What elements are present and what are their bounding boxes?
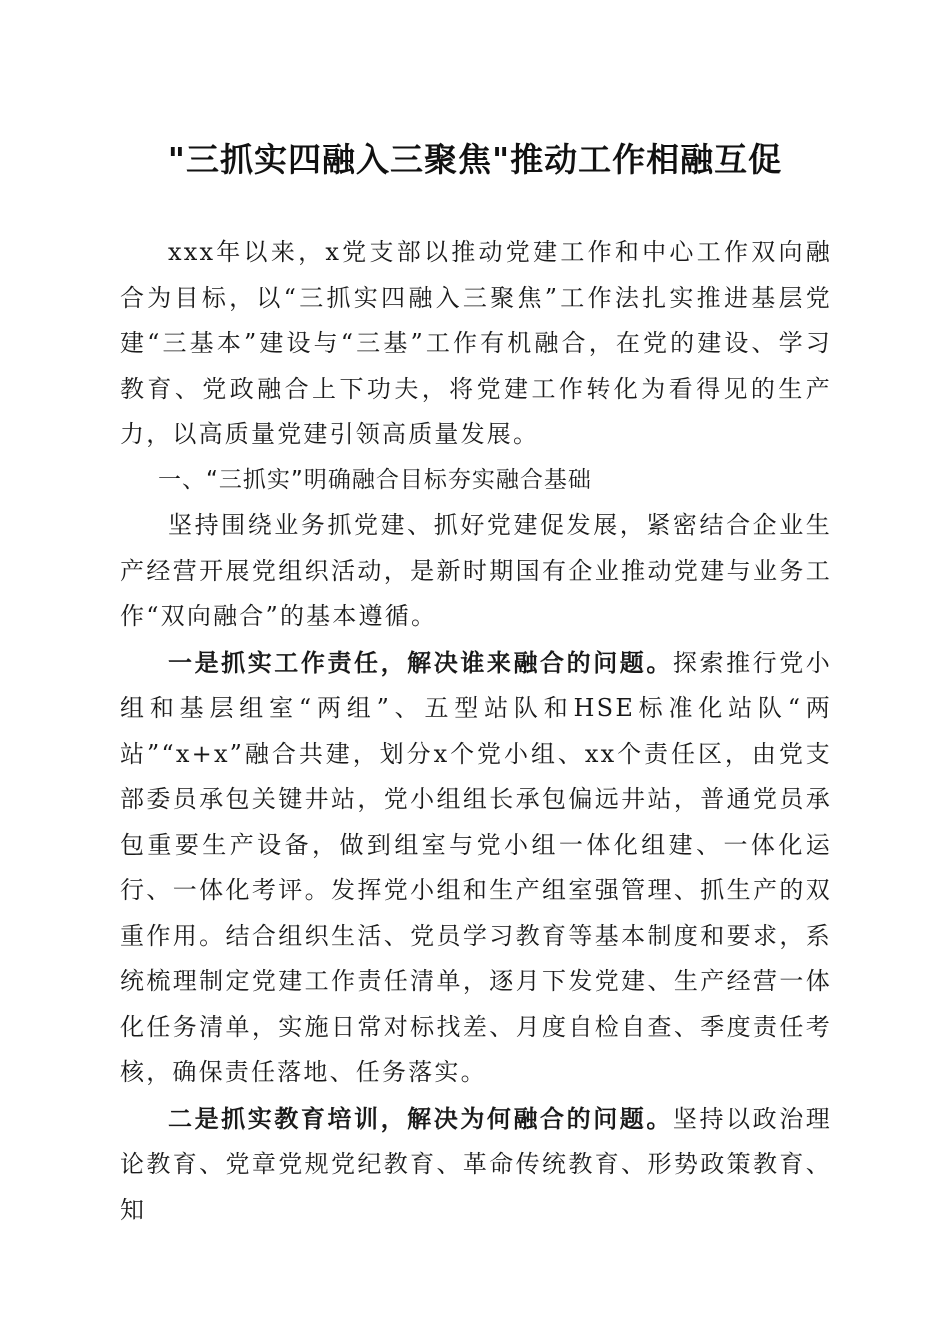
item-2-paragraph (120, 1096, 832, 1234)
document-title: "三抓实四融入三聚焦"推动工作相融互促 (167, 140, 783, 179)
section-1-intro-paragraph: 坚持围绕业务抓党建、抓好党建促发展，紧密结合企业生产经营开展党组织活动，是新时期国有企业推动党建与业务工作“双向融合”的基本遵循。 (120, 511, 832, 630)
document-body (120, 230, 832, 1233)
item-1-text: 探索推行党小组和基层组室“两组”、五型站队和HSE标准化站队“两站”“x+x”融合共建，划分x个党小组、xx个责任区，由党支部委员承包关键井站，党小组组长承包偏远井站，普通党员承包重要生产设备，做到组室与党小组一体化组建、一体化运行、一体化考评。发挥党小组和生产组室强管理、抓生产的双重作用。结合组织生活、党员学习教育等基本制度和要求，系统梳理制定党建工作责任清单，逐月下发党建、生产经营一体化任务清单，实施日常对标找差、月度自检自查、季度责任考核，确保责任落地、任务落实。 (120, 648, 832, 1086)
intro-paragraph: xxx年以来，x党支部以推动党建工作和中心工作双向融合为目标，以“三抓实四融入三聚焦”工作法扎实推进基层党建“三基本”建设与“三基”工作有机融合，在党的建设、学习教育、党政融合上下功夫，将党建工作转化为看得见的生产力，以高质量党建引领高质量发展。 (120, 238, 832, 448)
item-1-lead: 一是抓实工作责任，解决谁来融合的问题。 (168, 647, 673, 677)
section-heading-1: 一、“三抓实”明确融合目标夯实融合基础 (158, 466, 592, 493)
item-2-text: 坚持以政治理论教育、党章党规党纪教育、革命传统教育、形势政策教育、知 (120, 1104, 832, 1224)
item-1-paragraph (120, 640, 832, 1096)
item-2-lead: 二是抓实教育培训，解决为何融合的问题。 (168, 1103, 673, 1133)
